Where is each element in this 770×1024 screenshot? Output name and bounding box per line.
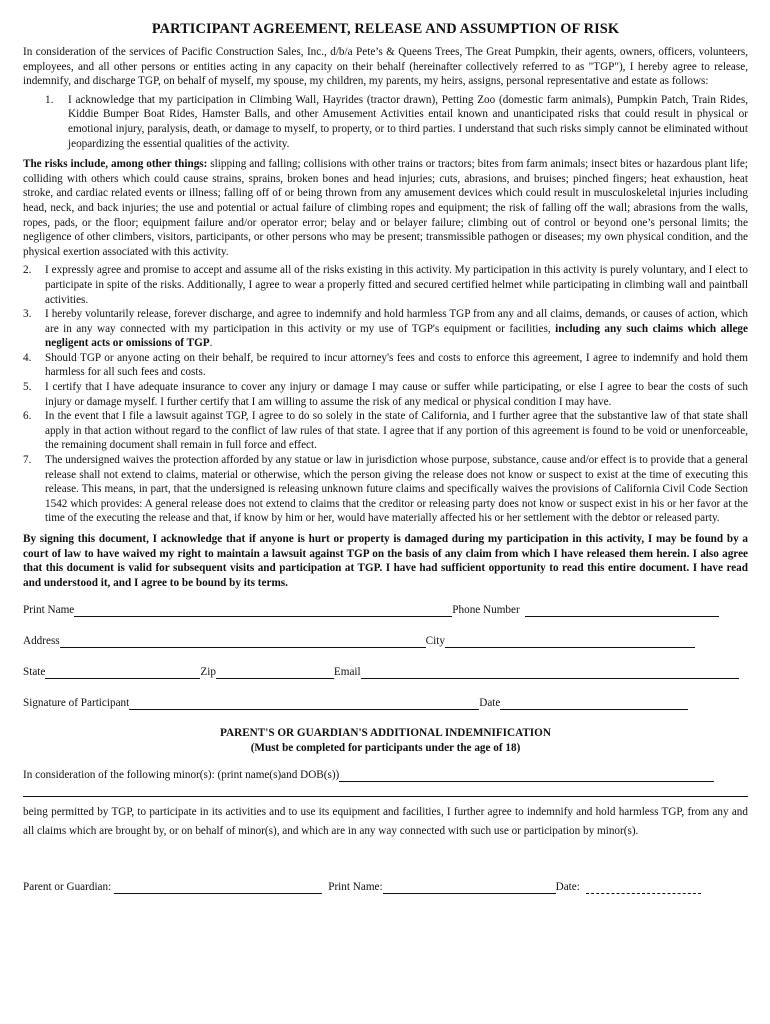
phone-field[interactable] bbox=[525, 604, 719, 617]
state-field[interactable] bbox=[45, 666, 200, 679]
clause-text: The undersigned waives the protection afforded by any statue or law in jurisdiction whose purpose, substance, cause and/or effect is to provide that a general release shall not extend to claims, material or otherwise, which the person giving the release does not know or suspect to exist at the time of executing this release. This means, in part, that the undersigned is releasing unknown future claims and specifically waives the provisions of California Civil Code Section 1542 which provides: A general release does not extend to claims that the creditor or releasing party does not know or suspect exist in his or her favor at the time of the executing the release and that, if know by him or her, would have materially affected his or her settlement with the debtor or released party. bbox=[45, 454, 748, 525]
risks-paragraph bbox=[23, 157, 748, 259]
guardian-section-title: PARENT'S OR GUARDIAN'S ADDITIONAL INDEMNIFICATION bbox=[220, 727, 551, 740]
clause-text: Should TGP or anyone acting on their behalf, be required to incur attorney's fees and costs to enforce this agreement, I agree to indemnify and hold them harmless for all such fees and costs. bbox=[45, 351, 748, 379]
clause-6 bbox=[23, 409, 748, 453]
email-label: Email bbox=[333, 665, 361, 678]
clause-number: 7. bbox=[23, 454, 32, 467]
intro-paragraph: In consideration of the services of Pacific Construction Sales, Inc., d/b/a Pete’s & Queens Trees, The Great Pumpkin, their agents, owners, officers, volunteers, employees, and all other persons or entities acting in any capacity on their behalf (hereinafter collectively referred to as "TGP"), I hereby agree to release, indemnify, and discharge TGP, on behalf of myself, my spouse, my children, my parents, my heirs, assigns, personal representative and estate as follows: bbox=[23, 46, 748, 88]
minors-label: In consideration of the following minor(s): (print name(s)and DOB(s)) bbox=[23, 768, 340, 781]
row-address-city bbox=[23, 633, 748, 648]
parent-guardian-field[interactable] bbox=[114, 881, 322, 894]
clause-number: 4. bbox=[23, 351, 32, 364]
clause-text bbox=[45, 307, 748, 351]
date-field[interactable] bbox=[500, 697, 688, 710]
phone-label: Phone Number bbox=[452, 603, 520, 616]
acknowledgement-paragraph: By signing this document, I acknowledge that if anyone is hurt or property is damaged during my participation in this activity, I may be found by a court of law to have waived my right to maintain a lawsuit against TGP on the basis of any claim from which I have released them herein. I also agree that this document is valid for subsequent visits and participation at TGP. I have had sufficient opportunity to read this entire document. I have read and understood it, and I agree to be bound by its terms. bbox=[23, 533, 748, 589]
clause-text: In the event that I file a lawsuit against TGP, I agree to do so solely in the state of California, and I further agree that the substantive law of that state shall apply in that action without regard to the conflict of law rules of that state. I agree that if any portion of this agreement is found to be void or unenforceable, the remaining document shall remain in full force and effect. bbox=[45, 410, 748, 452]
signature-label: Signature of Participant bbox=[23, 696, 130, 709]
clause-3-text: I hereby voluntarily release, forever discharge, and agree to indemnify and hold harmless TGP from any and all claims, demands, or causes of action, which are in any way connected with my participation in this activity or my use of TGP's equipment or facilities, bbox=[45, 308, 748, 335]
clause-number: 6. bbox=[23, 410, 32, 423]
row-signature-date bbox=[23, 695, 748, 710]
date-label: Date bbox=[479, 696, 501, 709]
row-minors bbox=[23, 767, 748, 782]
guardian-date-label: Date: bbox=[555, 880, 580, 893]
clause-text: I expressly agree and promise to accept and assume all of the risks existing in this activity. My participation in this activity is purely voluntary, and I elect to participate in spite of the risks. Additionally, I agree to wear a properly fitted and secured certified helmet while participating in climbing wall and paintball activities. bbox=[45, 264, 748, 306]
guardian-print-name-field[interactable] bbox=[383, 881, 556, 894]
guardian-print-name-label: Print Name: bbox=[328, 880, 383, 893]
clause-3-tail: . bbox=[209, 337, 213, 350]
zip-label: Zip bbox=[200, 665, 216, 678]
clause-number: 5. bbox=[23, 381, 32, 394]
clause-5 bbox=[23, 380, 748, 409]
clause-number: 2. bbox=[23, 264, 32, 277]
address-label: Address bbox=[23, 634, 60, 647]
clause-3 bbox=[23, 307, 748, 351]
address-field[interactable] bbox=[60, 635, 426, 648]
guardian-date-field[interactable] bbox=[586, 881, 701, 894]
clause-list bbox=[23, 263, 748, 526]
risks-text: slipping and falling; collisions with other trains or tractors; bites from farm animals; insect bites or hazardous plant life; colliding with others which could cause strains, sprains, broken bones and head injuries; cuts, abrasions, and bruises; pinched fingers; heat exhaustion, heat stroke, and cardiac related events or illness; falling off of or being thrown from any amusement devices which could result in musculoskeletal injuries including head, neck, and back injuries; the use and potential or actual failure of climbing ropes and equipment; the risk of falling off the wall; abrasions from the walls, ropes, pads, or the floor; equipment failure and/or operator error; belay and or belayer failure; climbing out of control or beyond one’s personal limits; the negligence of other climbers, visitors, participants, or other persons who may be present; transmissible pathogen or diseases; my own physical condition, and the physical exertion associated with this activity. bbox=[23, 158, 748, 258]
clause-7 bbox=[23, 453, 748, 526]
clause-number: 1. bbox=[45, 93, 54, 106]
clause-text: I acknowledge that my participation in Climbing Wall, Hayrides (tractor drawn), Petting Zoo (domestic farm animals), Pumpkin Patch, Train Rides, Kiddie Bumper Boat Rides, Hamster Balls, and other Amusement Activities entail known and unanticipated risks that could result in physical or emotional injury, paralysis, death, or damage to myself, to property, or to third parties. I understand that such risks simply cannot be eliminated without jeopardizing the essential qualities of the activity. bbox=[68, 93, 748, 150]
row-state-zip-email bbox=[23, 664, 748, 679]
clause-3-bold: including any such claims which allege negligent acts or omissions of TGP bbox=[45, 322, 748, 350]
clause-1 bbox=[23, 93, 748, 151]
clause-text: I certify that I have adequate insurance to cover any injury or damage I may cause or suffer while participating, or else I agree to bear the costs of such injury or damage myself. I further certify that I am willing to assume the risk of any medical or physical condition I may have. bbox=[45, 381, 748, 408]
row-name-phone bbox=[23, 602, 748, 617]
guardian-paragraph: being permitted by TGP, to participate in its activities and to use its equipment and facilities, I further agree to indemnify and hold harmless TGP, from any and all claims which are brought by, or on behalf of minor(s), and which are in any way connected with such use or participation by minor(s). bbox=[23, 806, 748, 838]
risks-lead: The risks include, among other things: bbox=[23, 158, 208, 171]
print-name-field[interactable] bbox=[74, 604, 452, 617]
print-name-label: Print Name bbox=[23, 603, 75, 616]
document-title: PARTICIPANT AGREEMENT, RELEASE AND ASSUMPTION OF RISK bbox=[151, 21, 620, 37]
city-label: City bbox=[425, 634, 445, 647]
row-guardian-signature bbox=[23, 879, 748, 894]
minors-field[interactable] bbox=[339, 769, 714, 782]
clause-4 bbox=[23, 351, 748, 380]
signature-field[interactable] bbox=[129, 697, 479, 710]
minors-field-line-2[interactable] bbox=[23, 786, 748, 797]
parent-guardian-label: Parent or Guardian: bbox=[23, 880, 112, 893]
clause-number: 3. bbox=[23, 308, 32, 321]
zip-field[interactable] bbox=[216, 666, 334, 679]
clause-2 bbox=[23, 263, 748, 307]
guardian-section-subtitle: (Must be completed for participants under the age of 18) bbox=[250, 742, 521, 755]
state-label: State bbox=[23, 665, 46, 678]
email-field[interactable] bbox=[361, 666, 739, 679]
city-field[interactable] bbox=[445, 635, 695, 648]
